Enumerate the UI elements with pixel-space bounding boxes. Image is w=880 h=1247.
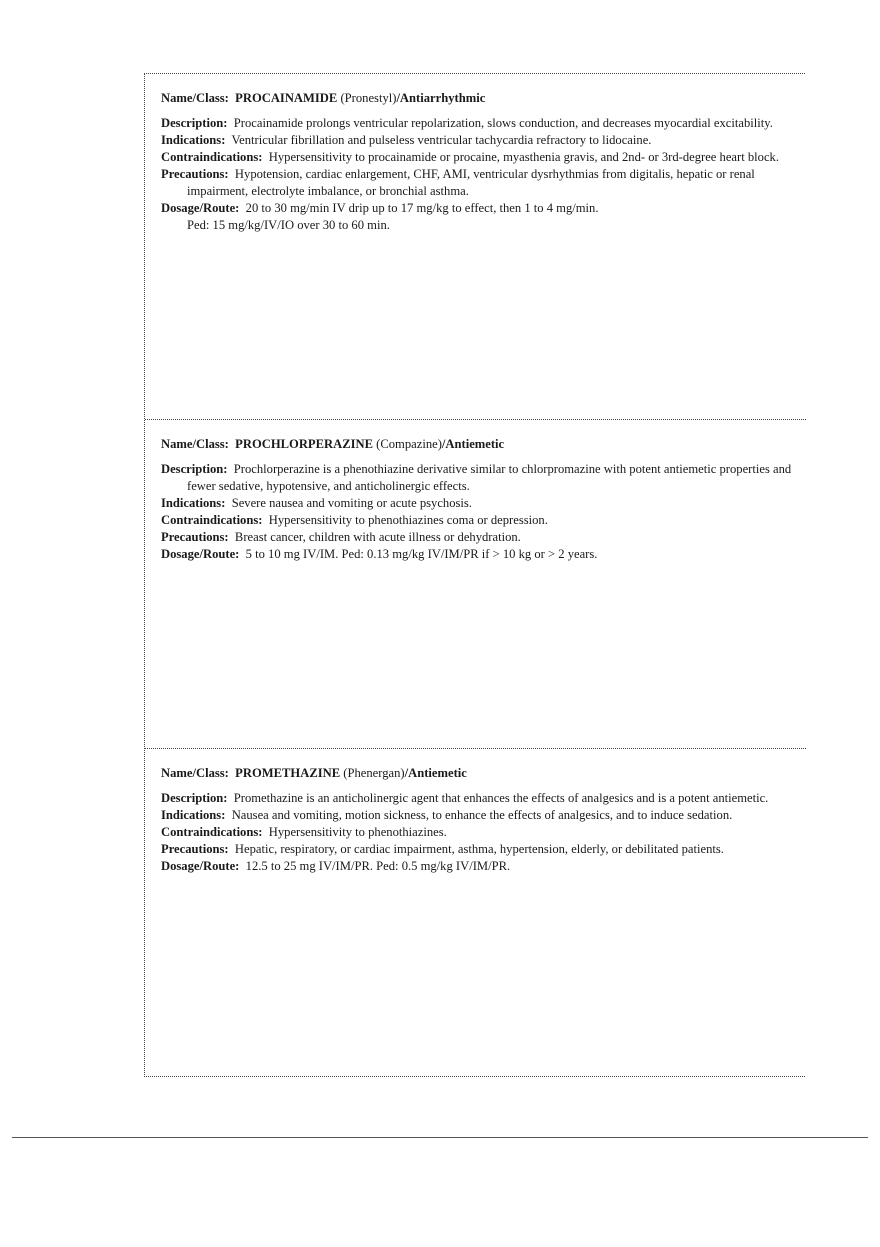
field-label: Indications: [161, 496, 226, 510]
drug-card-prochlorperazine [145, 419, 806, 748]
drug-name: PROCHLORPERAZINE [235, 437, 373, 451]
dosage-route-field [161, 858, 802, 875]
precautions-field [161, 529, 802, 546]
precautions-field [161, 841, 802, 858]
field-text: 12.5 to 25 mg IV/IM/PR. Ped: 0.5 mg/kg IV/IM/PR. [245, 859, 511, 873]
field-text: Nausea and vomiting, motion sickness, to enhance the effects of analgesics, and to induce sedation. [231, 808, 733, 822]
field-label: Contraindications: [161, 825, 263, 839]
contraindications-field [161, 512, 802, 529]
field-text: Hepatic, respiratory, or cardiac impairment, asthma, hypertension, elderly, or debilitated patients. [234, 842, 724, 856]
field-text: Breast cancer, children with acute illness or dehydration. [234, 530, 521, 544]
trade-name: (Compazine) [376, 437, 442, 451]
field-text: Procainamide prolongs ventricular repolarization, slows conduction, and decreases myocardial excitability. [233, 116, 773, 130]
drug-class: /Antiemetic [441, 437, 505, 451]
field-label: Precautions: [161, 530, 229, 544]
drug-card-promethazine [145, 748, 806, 1077]
contraindications-field [161, 824, 802, 841]
dosage-continuation: Ped: 15 mg/kg/IV/IO over 30 to 60 min. [187, 218, 390, 232]
field-text: 5 to 10 mg IV/IM. Ped: 0.13 mg/kg IV/IM/PR if > 10 kg or > 2 years. [245, 547, 598, 561]
description-field [161, 461, 802, 495]
name-class-label: Name/Class: [161, 91, 229, 105]
drug-title [161, 765, 802, 781]
indications-field [161, 495, 802, 512]
field-label: Indications: [161, 133, 226, 147]
indications-field [161, 132, 802, 149]
name-class-label: Name/Class: [161, 437, 229, 451]
indications-field [161, 807, 802, 824]
field-text: Ventricular fibrillation and pulseless ventricular tachycardia refractory to lidocaine. [231, 133, 652, 147]
name-class-label: Name/Class: [161, 766, 229, 780]
drug-name: PROMETHAZINE [235, 766, 341, 780]
trade-name: (Pronestyl) [340, 91, 397, 105]
drug-title [161, 436, 802, 452]
dosage-route-field [161, 200, 802, 217]
field-label: Description: [161, 116, 228, 130]
field-text: Promethazine is an anticholinergic agent that enhances the effects of analgesics and is a potent antiemetic. [233, 791, 769, 805]
drug-card-sheet [144, 73, 805, 1077]
drug-name: PROCAINAMIDE [235, 91, 338, 105]
field-label: Description: [161, 791, 228, 805]
trade-name: (Phenergan) [343, 766, 405, 780]
field-label: Indications: [161, 808, 226, 822]
field-label: Precautions: [161, 167, 229, 181]
field-label: Dosage/Route: [161, 201, 240, 215]
field-text: Hypersensitivity to phenothiazines. [268, 825, 447, 839]
field-text: Hypersensitivity to phenothiazines coma or depression. [268, 513, 548, 527]
drug-card-procainamide [145, 74, 806, 419]
page-footer-rule [12, 1137, 868, 1138]
field-label: Dosage/Route: [161, 547, 240, 561]
contraindications-field [161, 149, 802, 166]
drug-title [161, 90, 802, 106]
precautions-field [161, 166, 802, 200]
field-label: Contraindications: [161, 150, 263, 164]
field-text: Prochlorperazine is a phenothiazine derivative similar to chlorpromazine with potent antiemetic properties and fewer sedative, hypotensive, and anticholinergic effects. [187, 462, 792, 493]
field-text: Hypotension, cardiac enlargement, CHF, AMI, ventricular dysrhythmias from digitalis, hepatic or renal impairment, electrolyte imbalance, or bronchial asthma. [187, 167, 755, 198]
description-field [161, 115, 802, 132]
field-text: Severe nausea and vomiting or acute psychosis. [231, 496, 472, 510]
dosage-route-field [161, 546, 802, 563]
field-text: Hypersensitivity to procainamide or procaine, myasthenia gravis, and 2nd- or 3rd-degree heart block. [268, 150, 779, 164]
field-label: Precautions: [161, 842, 229, 856]
description-field [161, 790, 802, 807]
field-label: Contraindications: [161, 513, 263, 527]
field-label: Description: [161, 462, 228, 476]
drug-class: /Antiemetic [404, 766, 467, 780]
drug-class: /Antiarrhythmic [396, 91, 486, 105]
field-label: Dosage/Route: [161, 859, 240, 873]
field-text: 20 to 30 mg/min IV drip up to 17 mg/kg to effect, then 1 to 4 mg/min. [245, 201, 599, 215]
